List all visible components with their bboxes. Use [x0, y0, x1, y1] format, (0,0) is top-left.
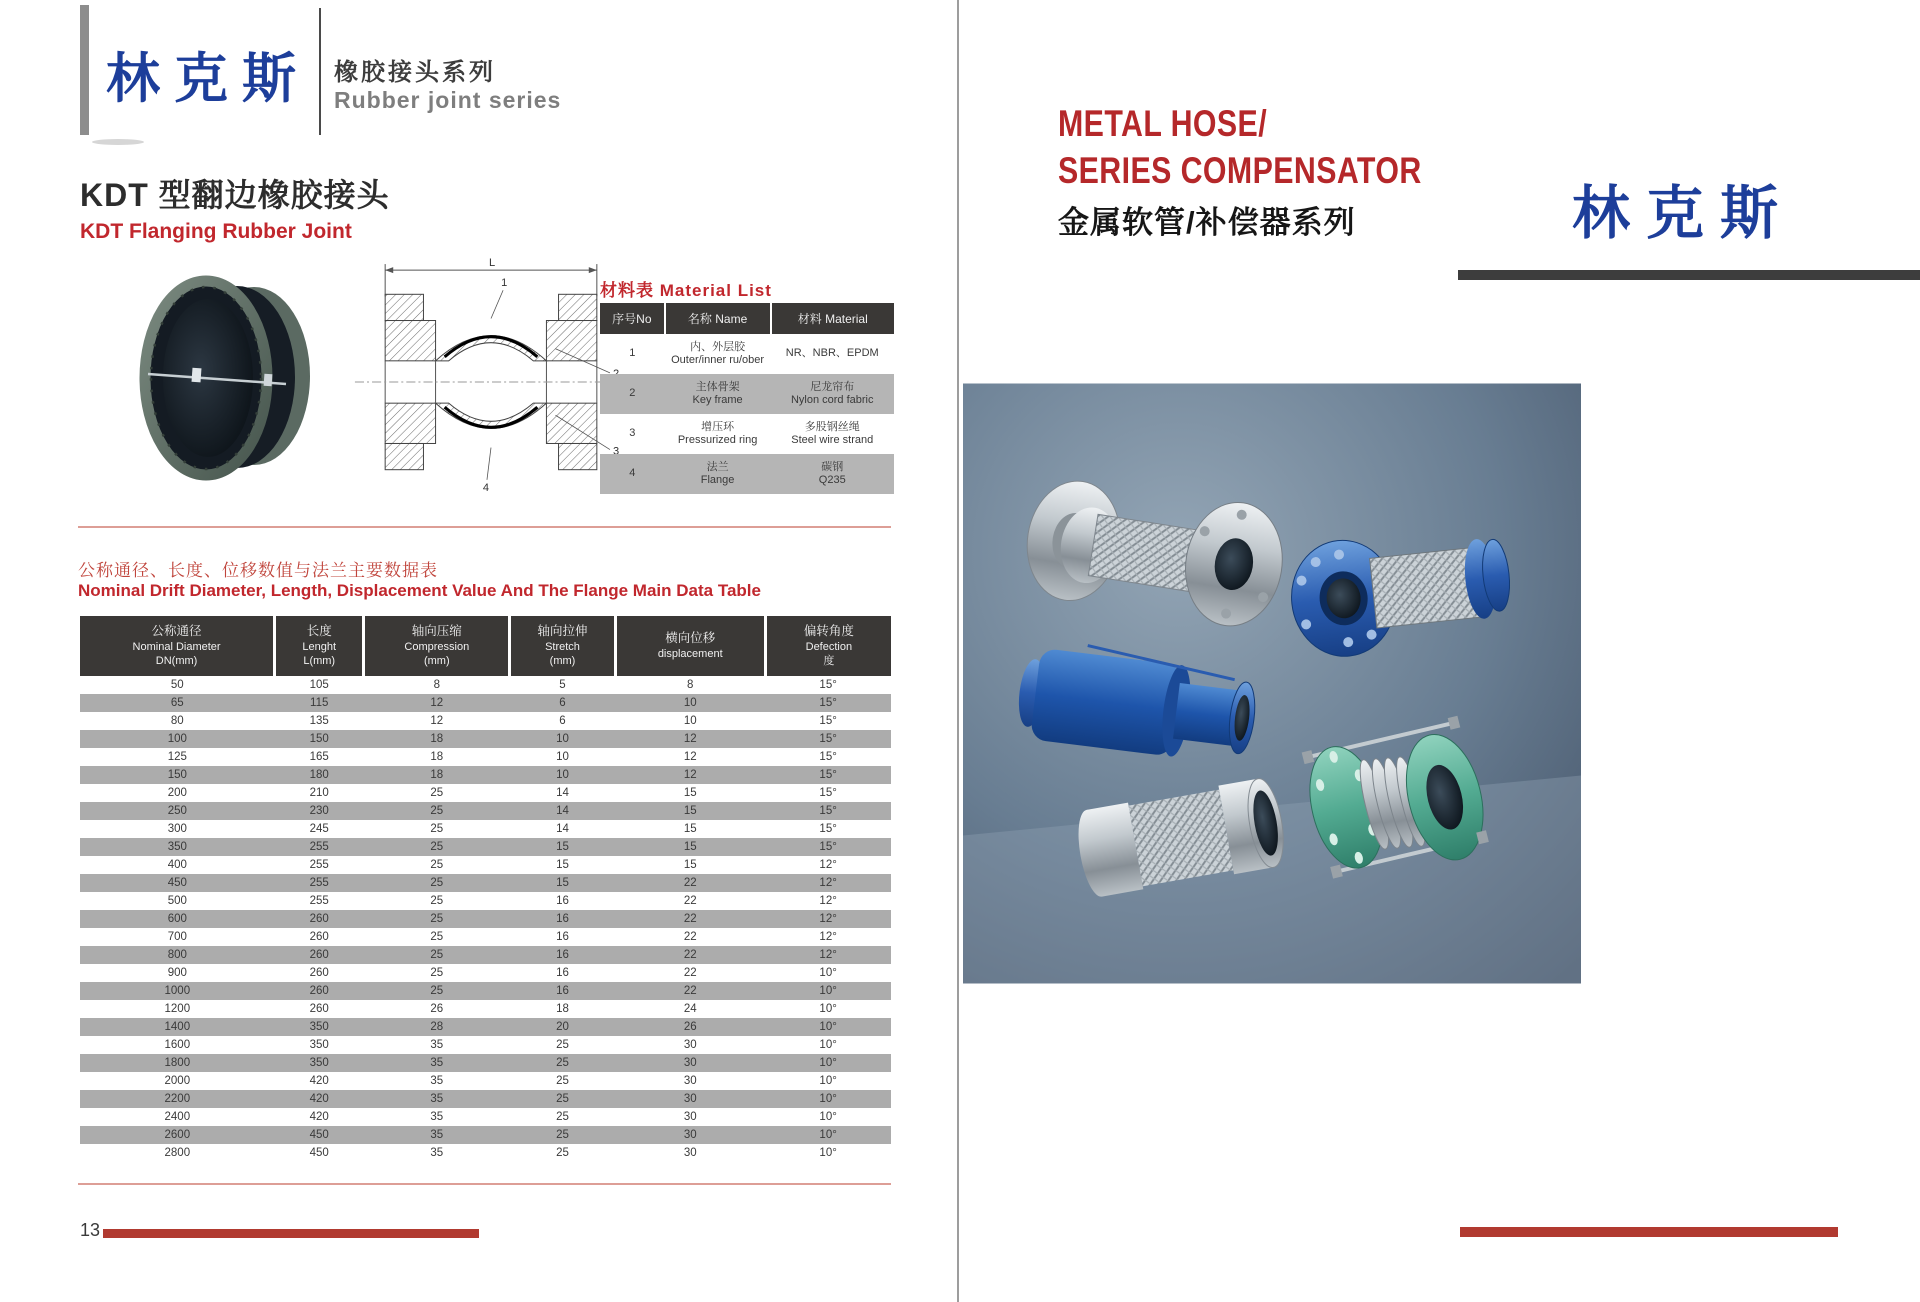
material-row: 1 内、外层胶 Outer/inner ru/ober NR、NBR、EPDM [629, 340, 879, 366]
table-row: 2200 420 35 25 30 10° [80, 1090, 891, 1108]
logo-accent-bar [80, 5, 89, 135]
brand-logo-left: 林克斯 [106, 46, 310, 110]
page-divider [957, 0, 959, 1302]
table-row: 1200 260 26 18 24 10° [164, 1003, 837, 1016]
table-row: 2400 420 35 25 30 10° [164, 1111, 837, 1124]
table-row: 2000 420 35 25 30 10° [164, 1075, 837, 1088]
column-header: 轴向压缩 Compression (mm) [364, 616, 510, 676]
material-row: 3 增压环 Pressurized ring 多股钢丝绳 Steel wire strand [629, 420, 874, 446]
rod-clamp [192, 368, 202, 383]
logo-underline-bar [1458, 270, 1920, 280]
column-header: 轴向拉伸 Stretch (mm) [510, 616, 615, 676]
table-row: 700 260 25 16 22 12° [167, 931, 837, 944]
table-bottom-rule [78, 1183, 891, 1185]
column-header: 横向位移 displacement [615, 616, 765, 676]
logo-divider-line [319, 8, 321, 135]
table-row: 500 255 25 16 22 12° [167, 895, 837, 908]
column-header: 长度 Lenght L(mm) [275, 616, 364, 676]
table-row: 1400 350 28 20 26 10° [80, 1018, 891, 1036]
table-row: 1800 350 35 25 30 10° [80, 1054, 891, 1072]
table-row: 80 135 12 6 10 15° [170, 715, 837, 728]
table-row: 250 230 25 14 15 15° [80, 802, 891, 820]
table-row: 50 105 8 5 8 15° [170, 679, 837, 692]
page-number: 13 [80, 1220, 101, 1240]
column-header: 偏转角度 Defection 度 [765, 616, 891, 676]
metal-hose-title-line2: SERIES COMPENSATOR [1058, 150, 1422, 191]
rubber-joint-photo [136, 270, 314, 488]
callout-2: 2 [612, 367, 620, 380]
table-row: 300 245 25 14 15 15° [167, 823, 837, 836]
data-table-title-en: Nominal Drift Diameter, Length, Displacement Value And The Flange Main Data Table [78, 581, 761, 600]
table-row: 450 255 25 15 22 12° [80, 874, 891, 892]
footer-red-bar-left [103, 1229, 479, 1238]
main-data-table-head-row [80, 616, 891, 676]
series-title-en: Rubber joint series [334, 87, 562, 113]
material-column-header: 名称 Name [665, 303, 771, 334]
material-list-table [600, 303, 894, 494]
material-list-head-row [600, 303, 894, 334]
brand-logo-right: 林克斯 [1572, 179, 1795, 247]
metal-hose-title-line1: METAL HOSE/ [1058, 103, 1268, 144]
footer-red-bar-right [1460, 1227, 1838, 1237]
main-data-table-body [80, 676, 891, 1162]
technical-drawing [338, 256, 644, 508]
data-table-title-zh: 公称通径、长度、位移数值与法兰主要数据表 [78, 561, 438, 580]
material-column-header: 材料 Material [771, 303, 895, 334]
product-title-zh: KDT 型翻边橡胶接头 [80, 177, 390, 213]
material-column-header: 序号No [600, 303, 665, 334]
table-row: 350 255 25 15 15 15° [80, 838, 891, 856]
material-list-title: 材料表 Material List [600, 281, 772, 300]
table-row: 1600 350 35 25 30 10° [164, 1039, 837, 1052]
dimension-label: L [488, 257, 496, 270]
material-row: 2 主体骨架 Key frame 尼龙帘布 Nylon cord fabric [600, 374, 894, 414]
table-row: 150 180 18 10 12 15° [80, 766, 891, 784]
product-title-en: KDT Flanging Rubber Joint [80, 220, 352, 243]
logo-swoosh [92, 139, 144, 145]
main-data-table [80, 616, 891, 1162]
callout-4: 4 [482, 481, 490, 494]
section-rule [78, 526, 891, 528]
table-row: 800 260 25 16 22 12° [80, 946, 891, 964]
rod-clamp-2 [264, 374, 273, 387]
table-row: 200 210 25 14 15 15° [167, 787, 837, 800]
metal-hose-title-zh: 金属软管/补偿器系列 [1058, 205, 1356, 240]
series-title-zh: 橡胶接头系列 [334, 59, 496, 86]
table-row: 2800 450 35 25 30 10° [164, 1147, 837, 1160]
callout-3: 3 [612, 445, 620, 458]
table-row: 65 115 12 6 10 15° [80, 694, 891, 712]
column-header: 公称通径 Nominal Diameter DN(mm) [80, 616, 275, 676]
products-photo [963, 383, 1581, 984]
table-row: 400 255 25 15 15 12° [167, 859, 837, 872]
table-row: 900 260 25 16 22 10° [167, 967, 837, 980]
table-row: 1000 260 25 16 22 10° [80, 982, 891, 1000]
table-row: 600 260 25 16 22 12° [80, 910, 891, 928]
table-row: 100 150 18 10 12 15° [80, 730, 891, 748]
callout-1: 1 [501, 277, 508, 290]
material-row: 4 法兰 Flange 碳钢 Q235 [600, 454, 894, 494]
material-list-body [600, 334, 894, 494]
table-row: 2600 450 35 25 30 10° [80, 1126, 891, 1144]
table-row: 125 165 18 10 12 15° [167, 751, 837, 764]
